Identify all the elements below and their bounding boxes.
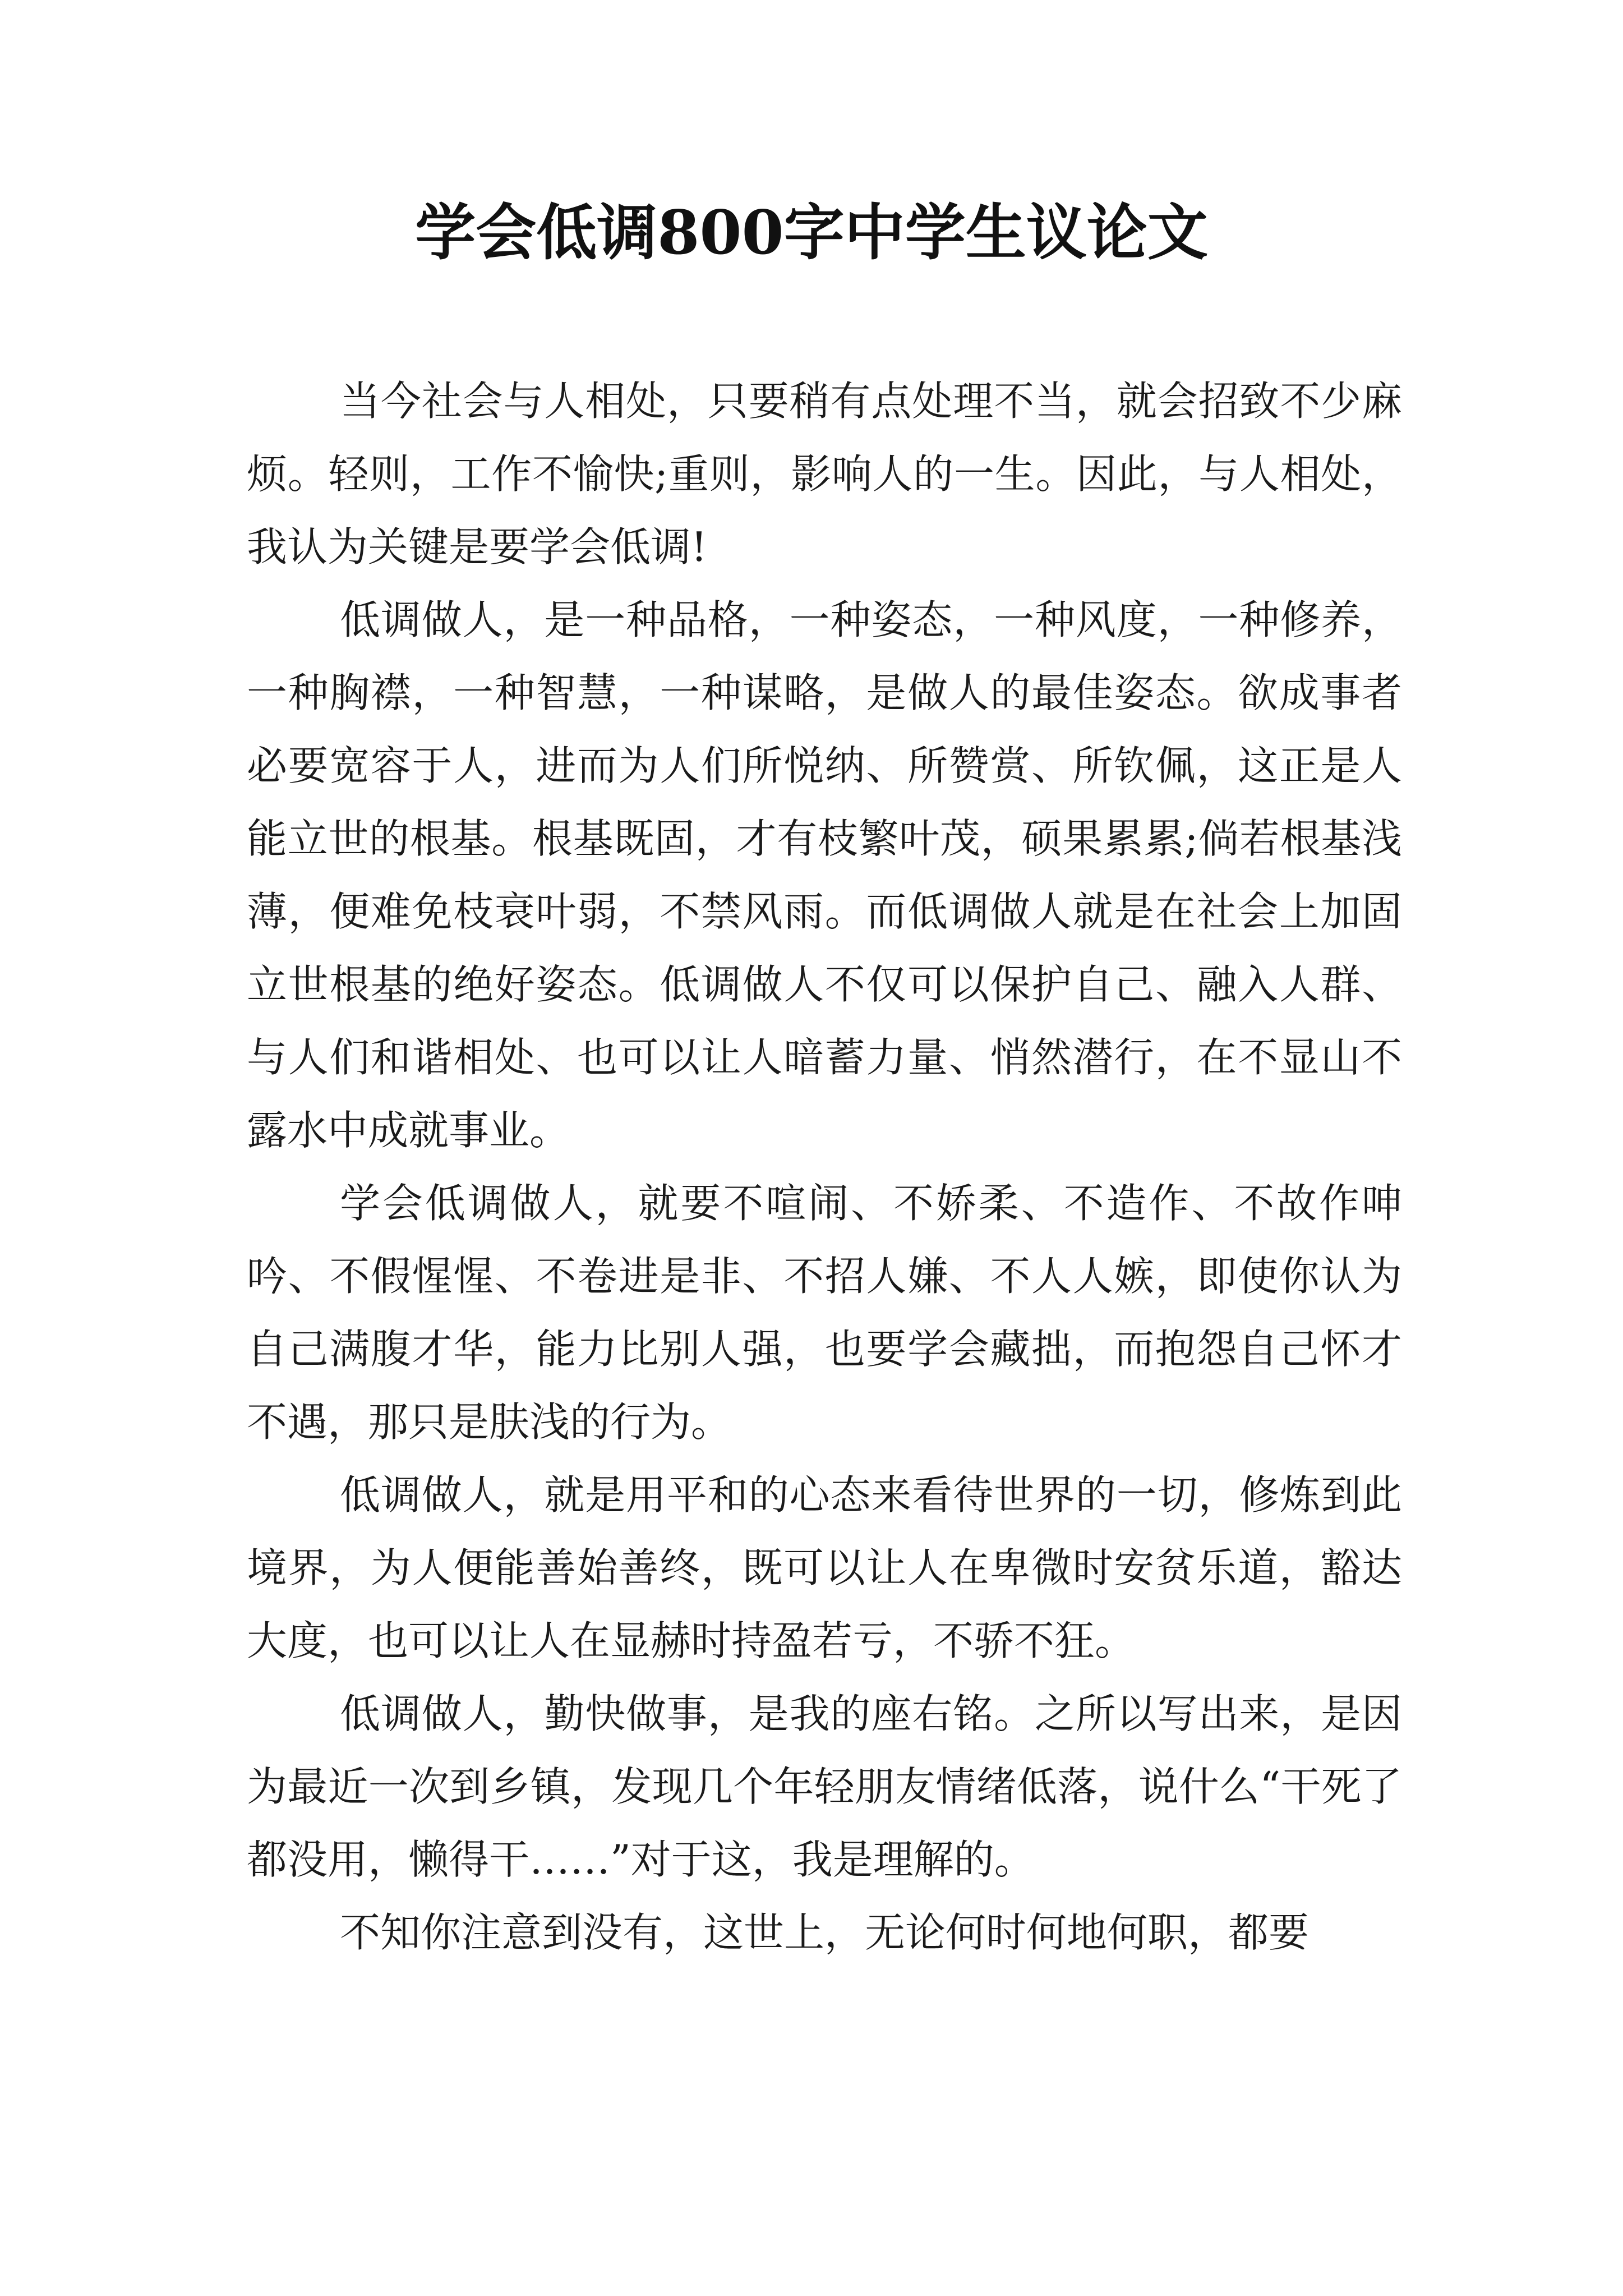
paragraph: 低调做人，就是用平和的心态来看待世界的一切，修炼到此境界，为人便能善始善终，既可以让人在卑微时安贫乐道，豁达大度，也可以让人在显赫时持盈若亏，不骄不狂。 [247,1471,1402,1664]
paragraph: 不知你注意到没有，这世上，无论何时何地何职，都要 [340,1909,1310,1956]
paragraph: 低调做人，是一种品格，一种姿态，一种风度，一种修养，一种胸襟，一种智慧，一种谋略，是做人的最佳姿态。欲成事者必要宽容于人，进而为人们所悦纳、所赞赏、所钦佩，这正是人能立世的根基。根基既固，才有枝繁叶茂，硕果累累;倘若根基浅薄，便难免枝衰叶弱，不禁风雨。而低调做人就是在社会上加固立世根基的绝好姿态。低调做人不仅可以保护自己、融入人群、与人们和谐相处、也可以让人暗蓄力量、悄然潜行，在不显山不露水中成就事业。 [247,596,1402,1154]
paragraph: 低调做人，勤快做事，是我的座右铭。之所以写出来，是因为最近一次到乡镇，发现几个年轻朋友情绪低落，说什么“干死了都没用，懒得干……”对于这，我是理解的。 [247,1690,1402,1883]
document-body [247,365,1402,1969]
document-title: 学会低调800字中学生议论文 [415,197,1208,268]
paragraph: 学会低调做人，就要不喧闹、不娇柔、不造作、不故作呻吟、不假惺惺、不卷进是非、不招人嫌、不人人嫉，即使你认为自己满腹才华，能力比别人强，也要学会藏拙，而抱怨自己怀才不遇，那只是肤浅的行为。 [247,1180,1402,1446]
paragraph: 当今社会与人相处，只要稍有点处理不当，就会招致不少麻烦。轻则，工作不愉快;重则，影响人的一生。因此，与人相处，我认为关键是要学会低调! [247,378,1402,570]
